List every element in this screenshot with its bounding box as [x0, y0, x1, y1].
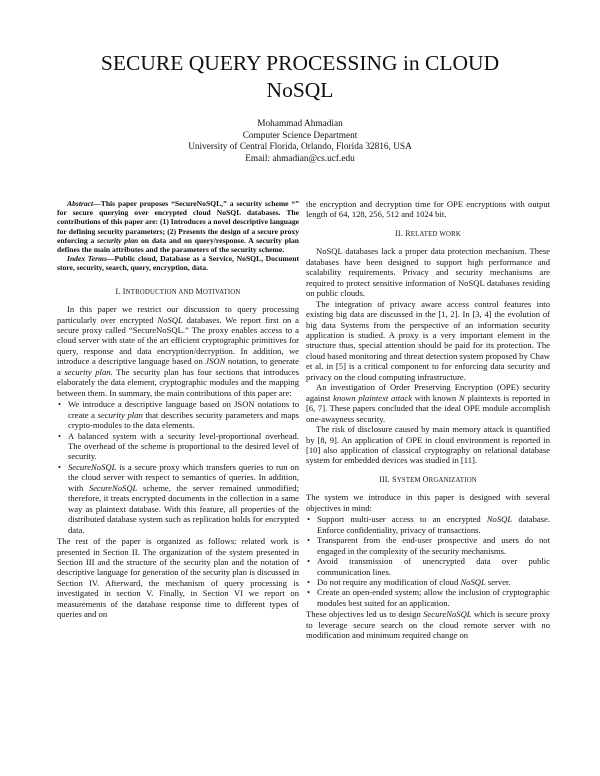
continued-paragraph: the encryption and decryption time for OPE encryptions with output length of 64, 128, 256, 512 and 1024 bit. [306, 199, 550, 220]
related-work-paragraph-4: The risk of disclosure caused by main memory attack is quantified by [8, 9]. An application of OPE in cloud environment is reported in [10] also application of classical cryptography on relational database system for embedded devices was studied in [11]. [306, 424, 550, 466]
list-item: • Avoid transmission of unencrypted data over public communication lines. [306, 556, 550, 577]
contributions-list [57, 399, 299, 535]
author-affiliation: University of Central Florida, Orlando, Florida 32816, USA [188, 142, 412, 153]
abstract-emphasis: security plan [97, 235, 139, 245]
abstract-label: Abstract [67, 199, 94, 208]
section-heading-related-work: II. RELATED WORK [395, 228, 461, 238]
index-terms [57, 254, 299, 272]
objectives-list [306, 514, 550, 608]
title-line-1: SECURE QUERY PROCESSING in CLOUD [100, 51, 500, 75]
intro-paragraph-1: In this paper we restrict our discussion to query processing particularly over encrypted NoSQL databases. We report first on a secure proxy called “SecureNoSQL.” The proxy enables access to a cloud server with state of the art efficient cryptographic primitives for query, response and data encryption/decryption. In addition, we introduce a descriptive language based on JSON notation, to generate a security plan. The security plan has four sections that introduces elaborately the data element, cryptographic modules and the mapping between them. In summary, the main contributions of this paper are: [57, 304, 300, 398]
list-item: • Create an open-ended system; allow the inclusion of cryptographic modules best suited for an application. [306, 587, 550, 608]
system-org-paragraph: These objectives led us to design SecureNoSQL which is secure proxy to leverage secure search on the cloud remote server with no modification and minimum required change on [306, 609, 550, 641]
left-column [57, 199, 299, 620]
author-name: Mohammad Ahmadian [257, 119, 343, 129]
index-terms-text: —Public cloud, Database as a Service, NoSQL, Document store, security, search, query, encryption, data. [57, 254, 300, 273]
related-work-paragraph-2: The integration of privacy aware access control features into existing big data are discussed in the [1, 2]. In [3, 4] the evolution of big data Systems from the perspective of an information security application is studied. A proxy is a very important element in the structure thus, special attention should be paid for its protection. The cloud based monitoring and threat detection system proposed by Chaw et al. in [5] is a critical component to for enforcing data security and privacy on the cloud computing infrastructure. [306, 298, 550, 382]
author-block [40, 119, 560, 165]
list-item: • We introduce a descriptive language based on JSON notations to create a security plan that describes security parameters and maps crypto-modules to the data elements. [57, 399, 299, 430]
intro-paragraph-2: The rest of the paper is organized as follows: related work is presented in Section II. The organization of the system presented in Section III and the structure of the security plan and the notation of descriptive language for generation of the security plan is discussed in Section IV. Afterward, the mechanism of query processing is investigated in section V. Finally, in Section VI we report on measurements of the database response time to different types of queries and on [57, 536, 299, 620]
list-item: • Transparent from the end-user prospective and users do not engaged in the complexity of the security mechanisms. [306, 535, 550, 556]
list-item: • Support multi-user access to an encrypted NoSQL database. Enforce confidentiality, privacy of transactions. [306, 514, 550, 535]
system-org-intro: The system we introduce in this paper is designed with several objectives in mind: [306, 492, 550, 513]
list-item: • SecureNoSQL is a secure proxy which transfers queries to run on the cloud server with respect to semantics of queries. In addition, with SecureNoSQL scheme, the server remained unmodified; therefore, it treats encrypted documents in the collection in a same way as plaintext database. With this feature, all properties of the distributed database system such as replication holds for encrypted data. [57, 462, 299, 535]
abstract-text-end: on data and on query/response. A security plan defines the main attributes and the parameters of the security scheme. [57, 235, 299, 255]
related-work-paragraph-1: NoSQL databases lack a proper data protection mechanism. These databases have been designed to support high performance and scalability requirements. Privacy and security mechanisms are required to protect sensitive information of NoSQL databases residing on public clouds. [306, 246, 550, 299]
abstract [57, 199, 299, 254]
author-email: Email: ahmadian@cs.ucf.edu [245, 153, 355, 164]
index-terms-label: Index Terms [67, 254, 107, 264]
right-column [306, 199, 550, 641]
section-heading-intro: I. INTRODUCTION AND MOTIVATION [115, 286, 241, 296]
abstract-text: —This paper proposes “SecureNoSQL,” a security scheme “” for secure querying over encrypted cloud NoSQL databases. The contributions of this paper are: (1) Introduces a novel descriptive language for defining security parameters; (2) Presents the design of a secure proxy enforcing a [57, 199, 299, 245]
title-line-2: NoSQL [266, 78, 334, 102]
paper-title [40, 50, 560, 104]
related-work-paragraph-3: An investigation of Order Preserving Encryption (OPE) security against known plaintext attack with known N plaintexts is reported in [6, 7]. These papers concluded that the ideal OPE module accomplish one-awayness security. [306, 382, 551, 424]
list-item: • Do not require any modification of cloud NoSQL server. [306, 577, 550, 587]
list-item: • A balanced system with a security level-proportional overhead. The overhead of the scheme is proportional to the desired level of security. [57, 431, 299, 462]
author-dept: Computer Science Department [242, 131, 358, 142]
section-heading-system-organization: III. SYSTEM ORGANIZATION [379, 474, 477, 484]
